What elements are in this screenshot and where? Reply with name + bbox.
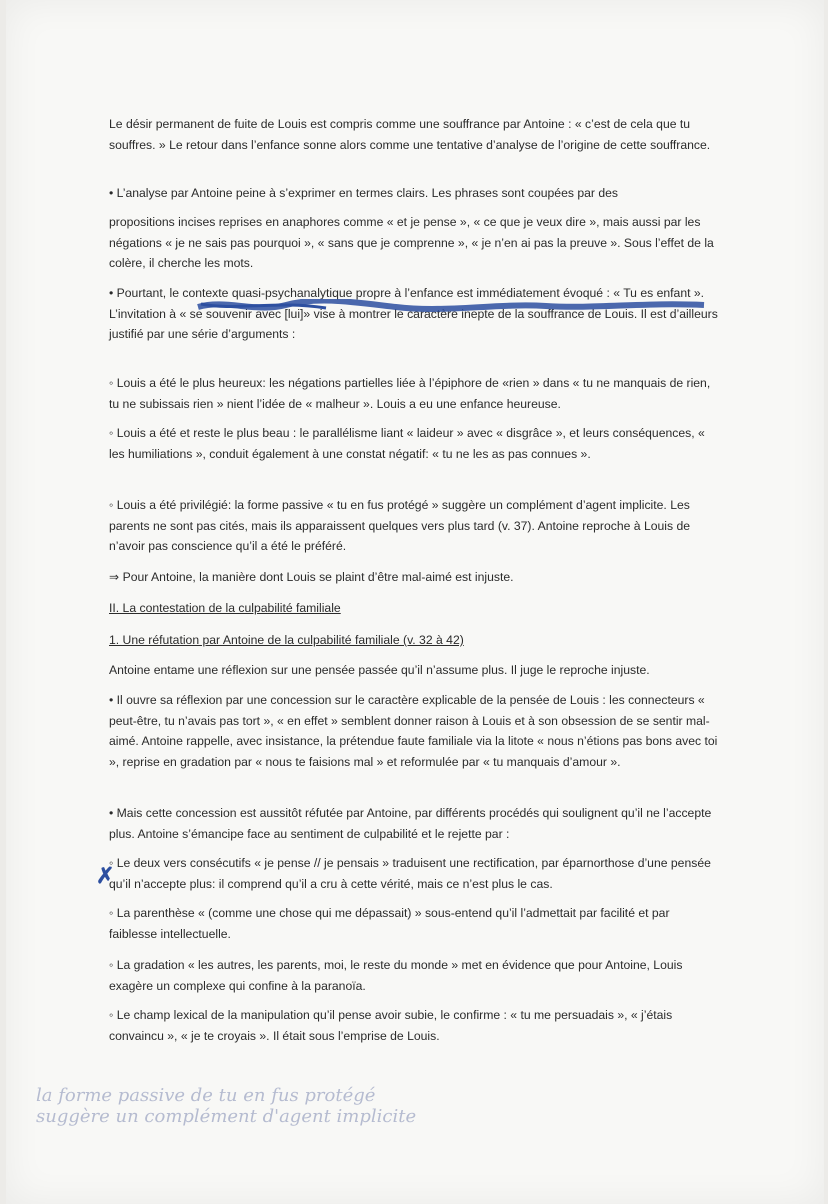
handwritten-note-bleedthrough: la forme passive de tu en fus protégé suggère un complément d'agent implicite <box>36 1085 417 1127</box>
paragraph-10: • Il ouvre sa réflexion par une concession sur le caractère explicable de la pensée de Louis : les connecteurs « peut-être, tu n’avais pas tort », « en effet » semblent donner raison à Louis et à son obsession de se sentir mal-aimé. Antoine rappelle, avec insistance, la prétendue faute familiale via la litote « nous n’étions pas bons avec toi », reprise en gradation par « nous te faisions mal » et reformulée par « tu manquais d’amour ». <box>109 693 718 769</box>
paragraph-13: ◦ La parenthèse « (comme une chose qui me dépassait) » sous-entend qu’il l’admettait par facilité et par faiblesse intellectuelle. <box>109 906 670 941</box>
paragraph-4: • Pourtant, le contexte quasi-psychanalytique propre à l’enfance est immédiatement évoqué : « Tu es enfant ». L’invitation à « se souvenir avec [lui]» vise à montrer le caractère inepte de la souffrance de Louis. Il est d’ailleurs justifié par une série d’arguments : <box>109 286 718 341</box>
section-heading: II. La contestation de la culpabilité familiale <box>109 601 341 615</box>
document-page <box>6 0 824 1204</box>
paragraph-2: • L’analyse par Antoine peine à s’exprimer en termes clairs. Les phrases sont coupées par des <box>109 186 618 200</box>
paragraph-3: propositions incises reprises en anaphores comme « et je pense », « ce que je veux dire », mais aussi par les négations « je ne sais pas pourquoi », « sans que je comprenne », « je n’en ai pas la preuve ». Sous l’effet de la colère, il cherche les mots. <box>109 215 714 270</box>
paragraph-9: Antoine entame une réflexion sur une pensée passée qu’il n’assume plus. Il juge le reproche injuste. <box>109 663 650 677</box>
conclusion-line: ⇒ Pour Antoine, la manière dont Louis se plaint d’être mal-aimé est injuste. <box>109 570 514 584</box>
crossed-out-scribble <box>196 299 706 313</box>
margin-cross-mark: ✗ <box>96 863 115 888</box>
paragraph-11: • Mais cette concession est aussitôt réfutée par Antoine, par différents procédés qui soulignent qu’il ne l’accepte plus. Antoine s’émancipe face au sentiment de culpabilité et le rejette par : <box>109 806 712 841</box>
paragraph-5: ◦ Louis a été le plus heureux: les négations partielles liée à l’épiphore de «rien » dans « tu ne manquais de rien, tu ne subissais rien » nient l’idée de « malheur ». Louis a eu une enfance heureuse. <box>109 376 711 411</box>
paragraph-1: Le désir permanent de fuite de Louis est compris comme une souffrance par Antoine : « c’est de cela que tu souffres. » Le retour dans l’enfance sonne alors comme une tentative d’analyse de l’origine de cette souffrance. <box>109 117 711 152</box>
paragraph-7: ◦ Louis a été privilégié: la forme passive « tu en fus protégé » suggère un complément d’agent implicite. Les parents ne sont pas cités, mais ils apparaissent quelques vers plus tard (v. 37). Antoine reproche à Louis de n’avoir pas conscience qu’il a été le préféré. <box>109 498 691 553</box>
paragraph-15: ◦ Le champ lexical de la manipulation qu’il pense avoir subie, le confirme : « tu me persuadais », « j’étais convaincu », « je te croyais ». Il était sous l’emprise de Louis. <box>109 1008 673 1043</box>
subsection-heading: 1. Une réfutation par Antoine de la culpabilité familiale (v. 32 à 42) <box>109 633 464 647</box>
paragraph-14: ◦ La gradation « les autres, les parents, moi, le reste du monde » met en évidence que pour Antoine, Louis exagère un complexe qui confine à la paranoïa. <box>109 958 683 993</box>
paragraph-12: ◦ Le deux vers consécutifs « je pense // je pensais » traduisent une rectification, par éparnorthose d’une pensée qu’il n’accepte plus: il comprend qu’il a cru à cette vérité, mais ce n’est plus le cas. <box>109 856 711 891</box>
paragraph-6: ◦ Louis a été et reste le plus beau : le parallélisme liant « laideur » avec « disgrâce », et leurs conséquences, « les humiliations », conduit également à une constat négatif: « tu ne les as pas connues ». <box>109 426 705 461</box>
